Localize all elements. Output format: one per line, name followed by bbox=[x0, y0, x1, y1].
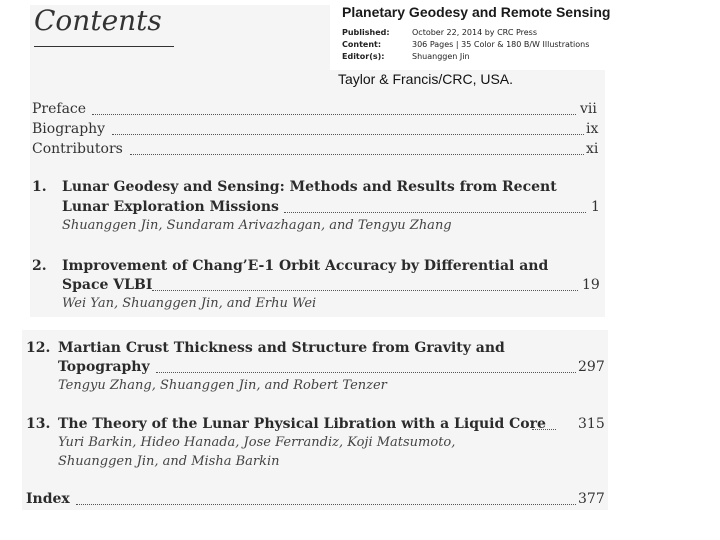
toc-title: Contributors bbox=[32, 141, 123, 157]
chapter-authors: Wei Yan, Shuanggen Jin, and Erhu Wei bbox=[62, 296, 317, 311]
toc-title: Biography bbox=[32, 121, 106, 137]
leader-dots bbox=[92, 114, 576, 115]
leader-dots bbox=[76, 504, 576, 505]
meta-value-published: October 22, 2014 by CRC Press bbox=[412, 28, 538, 37]
chapter-title-line2: Lunar Exploration Missions bbox=[62, 199, 279, 215]
chapter-number: 12. bbox=[26, 340, 51, 356]
leader-dots bbox=[130, 154, 584, 155]
chapter-title-line1: Lunar Geodesy and Sensing: Methods and Results from Recent bbox=[62, 179, 557, 195]
leader-dots bbox=[284, 212, 586, 213]
contents-heading: Contents bbox=[34, 4, 162, 37]
book-info-box bbox=[330, 0, 610, 70]
chapter-number: 13. bbox=[26, 416, 51, 432]
chapter-authors: Tengyu Zhang, Shuanggen Jin, and Robert Tenzer bbox=[58, 378, 387, 393]
chapter-title-line1: Martian Crust Thickness and Structure from Gravity and bbox=[58, 340, 505, 356]
page-number: ix bbox=[586, 121, 599, 137]
page-number: 297 bbox=[578, 359, 605, 375]
meta-label-content: Content: bbox=[342, 40, 382, 49]
chapter-authors-line1: Yuri Barkin, Hideo Hanada, Jose Ferrandiz, Koji Matsumoto, bbox=[58, 435, 456, 450]
page-number: 19 bbox=[582, 277, 600, 293]
leader-dots bbox=[532, 429, 556, 430]
index-title: Index bbox=[26, 491, 70, 507]
chapter-number: 2. bbox=[32, 258, 47, 274]
book-title: Planetary Geodesy and Remote Sensing bbox=[342, 4, 611, 20]
page-number: 377 bbox=[578, 491, 605, 507]
toc-title: Preface bbox=[32, 101, 87, 117]
leader-dots bbox=[112, 134, 584, 135]
chapter-authors: Shuanggen Jin, Sundaram Arivazhagan, and Tengyu Zhang bbox=[62, 218, 452, 233]
page-number: 315 bbox=[578, 416, 605, 432]
heading-underline bbox=[34, 46, 174, 47]
page-number: xi bbox=[586, 141, 599, 157]
leader-dots bbox=[156, 372, 576, 373]
chapter-authors-line2: Shuanggen Jin, and Misha Barkin bbox=[58, 454, 280, 469]
chapter-title-line2: Space VLBI bbox=[62, 277, 153, 293]
publisher-label: Taylor & Francis/CRC, USA. bbox=[338, 71, 514, 87]
chapter-title-line2: Topography bbox=[58, 359, 150, 375]
leader-dots bbox=[152, 290, 578, 291]
chapter-title-line1: The Theory of the Lunar Physical Libration with a Liquid Core bbox=[58, 416, 546, 432]
meta-value-content: 306 Pages | 35 Color & 180 B/W Illustrations bbox=[412, 40, 590, 49]
meta-label-editors: Editor(s): bbox=[342, 52, 385, 61]
meta-value-editors: Shuanggen Jin bbox=[412, 52, 470, 61]
page-number: vii bbox=[580, 101, 597, 117]
chapter-number: 1. bbox=[32, 179, 47, 195]
page-number: 1 bbox=[591, 199, 600, 215]
meta-label-published: Published: bbox=[342, 28, 390, 37]
chapter-title-line1: Improvement of Chang’E-1 Orbit Accuracy by Differential and bbox=[62, 258, 549, 274]
